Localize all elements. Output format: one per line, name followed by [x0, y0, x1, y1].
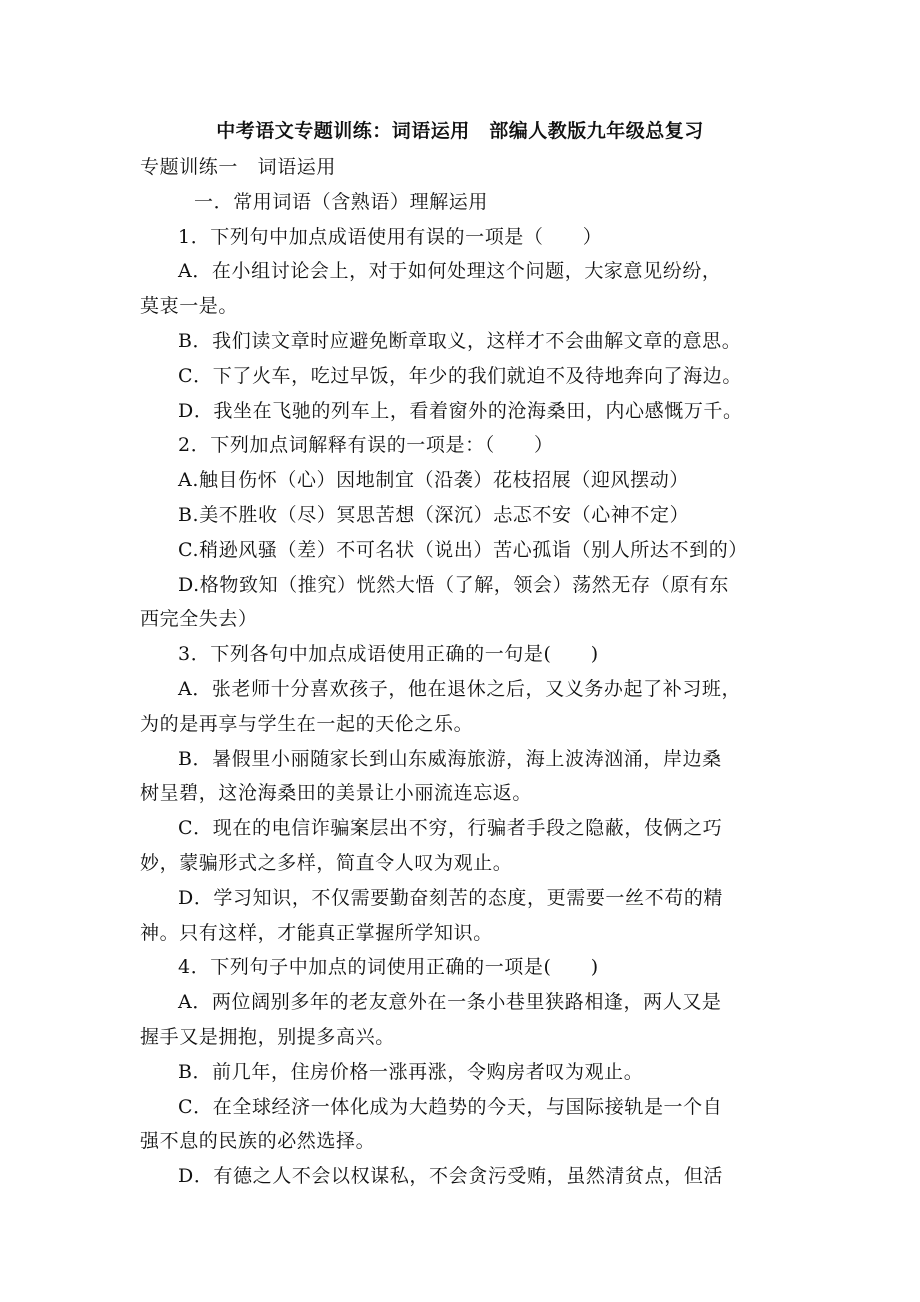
text-line: 强不息的民族的必然选择。: [140, 1130, 376, 1153]
text-line: 妙，蒙骗形式之多样，简直令人叹为观止。: [140, 851, 513, 874]
text-line: 为的是再享与学生在一起的天伦之乐。: [140, 712, 474, 735]
text-line: 2．下列加点词解释有误的一项是：（ ）: [178, 434, 554, 457]
document-title: 中考语文专题训练：词语运用 部编人教版九年级总复习: [216, 120, 704, 142]
text-line: 莫衷一是。: [140, 295, 239, 318]
text-line: 神。只有这样，才能真正掌握所学知识。: [140, 921, 493, 944]
text-line: A．张老师十分喜欢孩子，他在退休之后，又义务办起了补习班，: [178, 677, 742, 700]
text-line: A．两位阔别多年的老友意外在一条小巷里狭路相逢，两人又是: [178, 991, 722, 1014]
text-line: B．我们读文章时应避免断章取义，这样才不会曲解文章的意思。: [178, 329, 742, 352]
text-line: A.触目伤怀（心）因地制宜（沿袭）花枝招展（迎风摆动）: [178, 469, 689, 492]
text-line: C．现在的电信诈骗案层出不穷，行骗者手段之隐蔽，伎俩之巧: [178, 817, 723, 840]
document-body: [140, 150, 792, 1194]
text-line: B.美不胜收（尽）冥思苦想（深沉）忐忑不安（心神不定）: [178, 503, 690, 526]
text-line: D．有德之人不会以权谋私，不会贪污受贿，虽然清贫点，但活: [178, 1165, 724, 1188]
text-line: C．下了火车，吃过早饭，年少的我们就迫不及待地奔向了海边。: [178, 364, 742, 387]
text-line: 树呈碧，这沧海桑田的美景让小丽流连忘返。: [140, 782, 533, 805]
text-line: C．在全球经济一体化成为大趋势的今天，与国际接轨是一个自: [178, 1095, 723, 1118]
text-line: D．我坐在飞驰的列车上，看着窗外的沧海桑田，内心感慨万千。: [178, 399, 743, 422]
text-line: C.稍逊风骚（差）不可名状（说出）苦心孤诣（别人所达不到的）: [178, 538, 748, 561]
text-line: 3．下列各句中加点成语使用正确的一句是( ): [178, 643, 599, 666]
text-line: D．学习知识，不仅需要勤奋刻苦的态度，更需要一丝不苟的精: [178, 886, 724, 909]
text-line: 1．下列句中加点成语使用有误的一项是（ ）: [178, 225, 603, 248]
text-line: 4．下列句子中加点的词使用正确的一项是( ): [178, 956, 599, 979]
text-line: 专题训练一 词语运用: [140, 156, 337, 178]
text-line: B．前几年，住房价格一涨再涨，令购房者叹为观止。: [178, 1060, 644, 1083]
text-line: 握手又是拥抱，别提多高兴。: [140, 1025, 395, 1048]
text-line: D.格物致知（推究）恍然大悟（了解，领会）荡然无存（原有东: [178, 573, 729, 596]
text-line: B．暑假里小丽随家长到山东威海旅游，海上波涛汹涌，岸边桑: [178, 747, 722, 770]
text-line: 一．常用词语（含熟语）理解运用: [194, 190, 489, 213]
text-line: 西完全失去）: [140, 608, 258, 631]
text-line: A．在小组讨论会上，对于如何处理这个问题，大家意见纷纷，: [178, 260, 722, 283]
